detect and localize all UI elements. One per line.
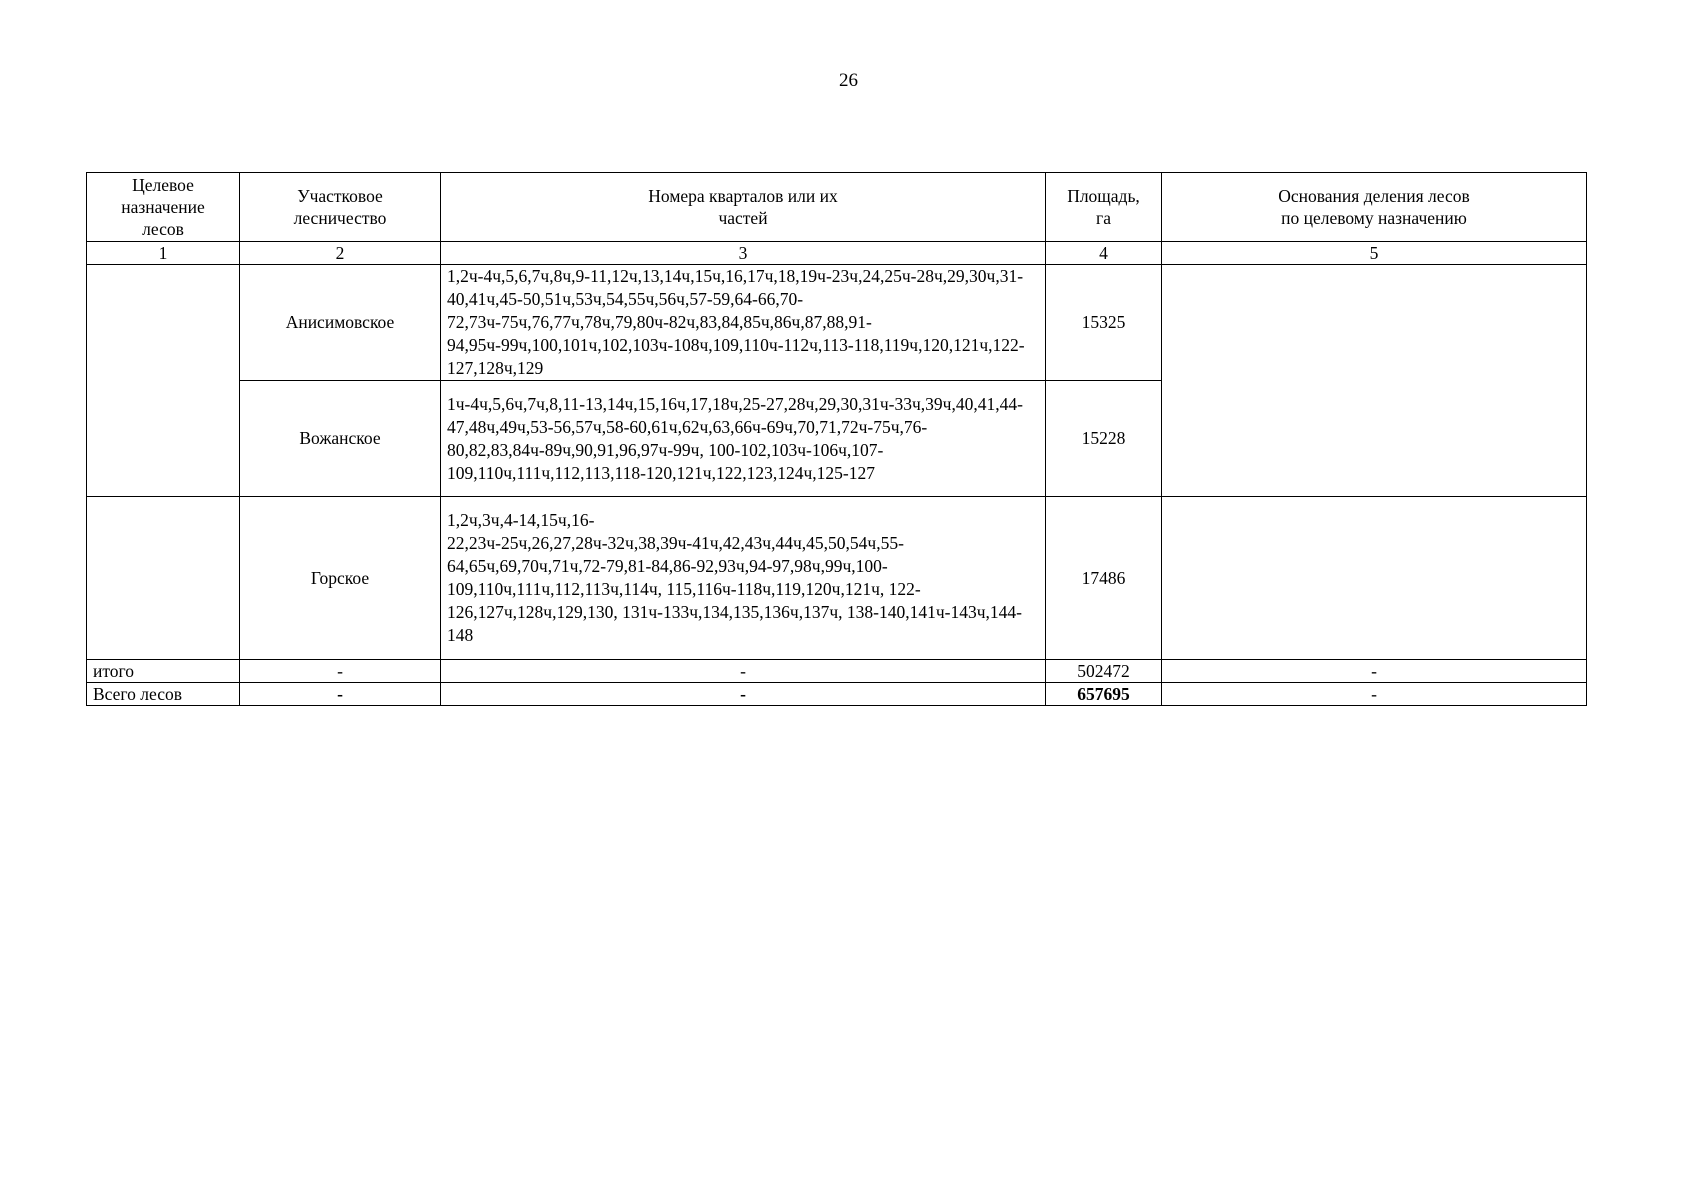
header-basis	[1162, 173, 1587, 242]
quarters-cell: 1,2ч-4ч,5,6,7ч,8ч,9-11,12ч,13,14ч,15ч,16,17ч,18,19ч-23ч,24,25ч-28ч,29,30ч,31-40,41ч,45-50,51ч,53ч,54,55ч,56ч,57-59,64-66,70-72,73ч-75ч,76,77ч,78ч,79,80ч-82ч,83,84,85ч,86ч,87,88,91-94,95ч-99ч,100,101ч,102,103ч-108ч,109,110ч-112ч,113-118,119ч,120,121ч,122-127,128ч,129	[441, 265, 1046, 381]
total-row	[87, 683, 1587, 706]
table-row	[87, 265, 1587, 381]
header-line: Площадь,	[1067, 186, 1140, 206]
subtotal-area: 502472	[1046, 660, 1162, 683]
total-label: Всего лесов	[87, 683, 240, 706]
area-cell: 17486	[1046, 497, 1162, 660]
basis-cell	[1162, 265, 1587, 497]
quarters-cell: 1,2ч,3ч,4-14,15ч,16-22,23ч-25ч,26,27,28ч-32ч,38,39ч-41ч,42,43ч,44ч,45,50,54ч,55-64,65ч,69,70ч,71ч,72-79,81-84,86-92,93ч,94-97,98ч,99ч,100-109,110ч,111ч,112,113ч,114ч, 115,116ч-118ч,119,120ч,121ч, 122-126,127ч,128ч,129,130, 131ч-133ч,134,135,136ч,137ч, 138-140,141ч-143ч,144-148	[441, 497, 1046, 660]
area-cell: 15325	[1046, 265, 1162, 381]
column-number-row	[87, 242, 1587, 265]
area-cell: 15228	[1046, 381, 1162, 497]
header-line: га	[1096, 208, 1111, 228]
header-line: Номера кварталов или их	[648, 186, 838, 206]
header-forestry	[240, 173, 441, 242]
table-row	[87, 497, 1587, 660]
column-number: 5	[1162, 242, 1587, 265]
header-quarters	[441, 173, 1046, 242]
page-number: 26	[839, 70, 858, 91]
header-line: Целевое	[132, 175, 194, 195]
subtotal-forestry: -	[240, 660, 441, 683]
header-purpose	[87, 173, 240, 242]
header-line: лесничество	[293, 208, 387, 228]
header-line: лесов	[142, 219, 184, 239]
subtotal-label: итого	[87, 660, 240, 683]
total-area: 657695	[1046, 683, 1162, 706]
header-line: частей	[718, 208, 768, 228]
total-forestry: -	[240, 683, 441, 706]
header-line: Участковое	[297, 186, 383, 206]
header-line: назначение	[121, 197, 205, 217]
table-header-row	[87, 173, 1587, 242]
quarters-cell: 1ч-4ч,5,6ч,7ч,8,11-13,14ч,15,16ч,17,18ч,25-27,28ч,29,30,31ч-33ч,39ч,40,41,44-47,48ч,49ч,53-56,57ч,58-60,61ч,62ч,63,66ч-69ч,70,71,72ч-75ч,76-80,82,83,84ч-89ч,90,91,96,97ч-99ч, 100-102,103ч-106ч,107-109,110ч,111ч,112,113,118-120,121ч,122,123,124ч,125-127	[441, 381, 1046, 497]
subtotal-basis: -	[1162, 660, 1587, 683]
purpose-cell	[87, 265, 240, 497]
header-line: Основания деления лесов	[1278, 186, 1470, 206]
forest-purpose-table	[86, 172, 1587, 706]
column-number: 2	[240, 242, 441, 265]
total-basis: -	[1162, 683, 1587, 706]
total-quarters: -	[441, 683, 1046, 706]
subtotal-quarters: -	[441, 660, 1046, 683]
column-number: 4	[1046, 242, 1162, 265]
basis-cell	[1162, 497, 1587, 660]
purpose-cell	[87, 497, 240, 660]
column-number: 3	[441, 242, 1046, 265]
forestry-cell: Горское	[240, 497, 441, 660]
header-line: по целевому назначению	[1281, 208, 1467, 228]
forestry-cell: Вожанское	[240, 381, 441, 497]
forestry-cell: Анисимовское	[240, 265, 441, 381]
subtotal-row	[87, 660, 1587, 683]
header-area	[1046, 173, 1162, 242]
column-number: 1	[87, 242, 240, 265]
